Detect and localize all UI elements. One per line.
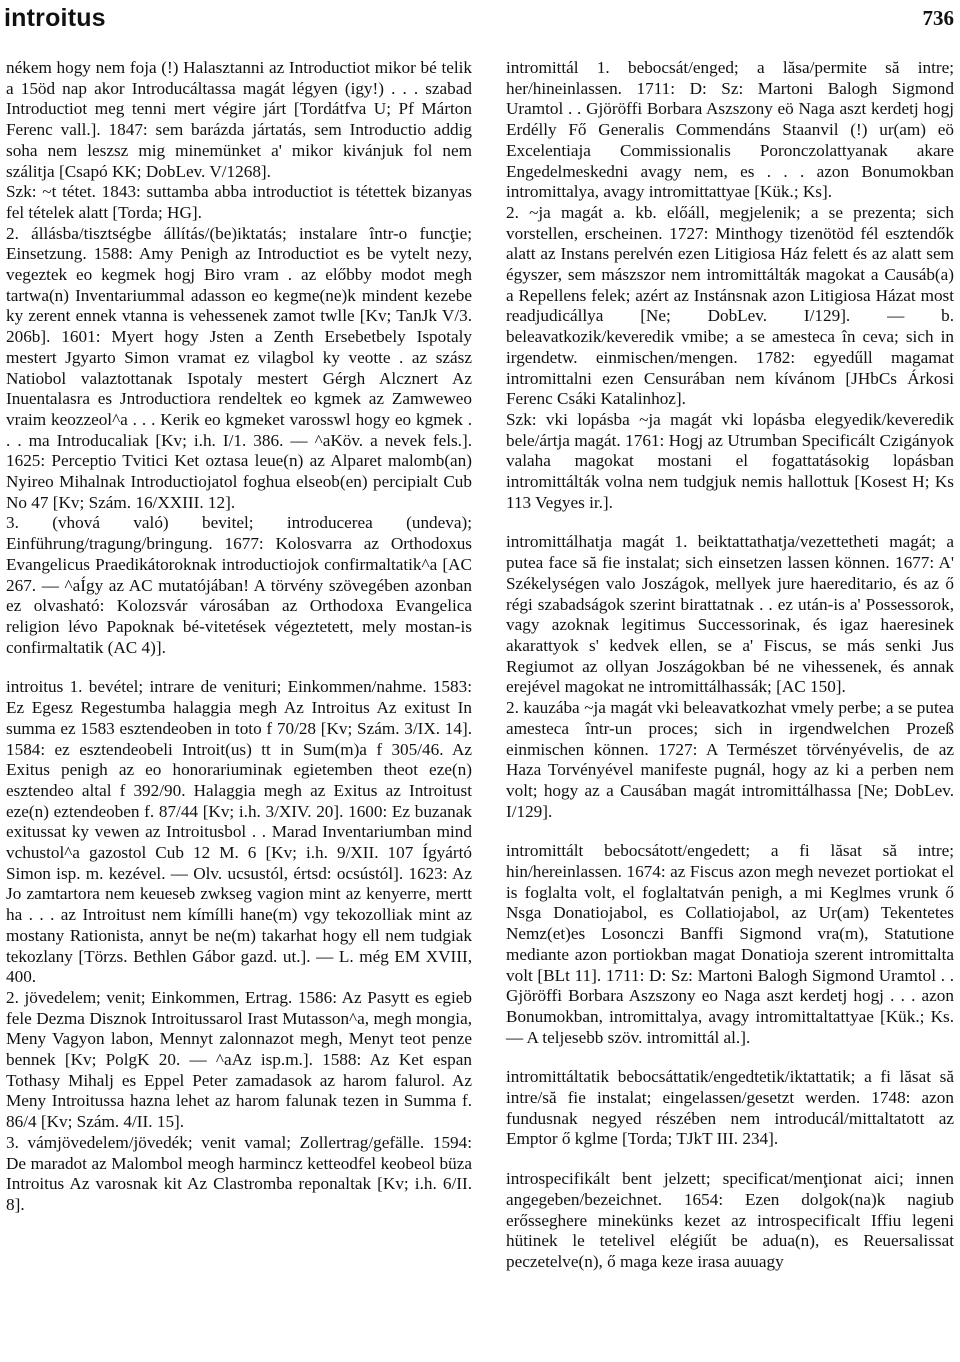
entry-paragraph: 3. vámjövedelem/jövedék; venit vamal; Zollertrag/gefälle. 1594: De maradot az Malombol meogh harmincz ketteodfel keobeol büza Introitus Az varosnak kit Az Clastromba reponaltak [Kv; i.h. 6/II. 8]. <box>6 1132 472 1214</box>
running-head <box>0 0 960 40</box>
entry-gap <box>506 1048 954 1067</box>
entry-paragraph: 2. állásba/tisztségbe állítás/(be)iktatás; instalare într-o funcţie; Einsetzung. 1588: Amy Penigh az Introductiot es be vytelt nezy, vegeztek eo kegmek hogj Biro vram . az előbby modot megh tartwa(n) Inventariummal adasson eo kegme(ne)k mindent kezebe ky zerent ennek vtanna is vehessenek zamot twlle [Kv; TanJk V/3. 206b]. 1601: Myert hogy Jsten a Zenth Ersebetbely Ispotaly mestert Jgyarto Simon vramat ez vilagbol ky veotte . az szász Natiobol valaztottanak Ispotaly mestert Gérgh Alcznert Az Inuentalasra es Jntroductiora rendeltek eo kgmek az Zamweweo vraim keozzeol^a . . . Kerik eo kgmeket varosswl hogy eo kgmek . . . ma Introducaliak [Kv; i.h. I/1. 386. — ^aKöv. a nevek fels.]. 1625: Perceptio Tvitici Ket oztasa leue(n) az Alparet malomb(an) Nyireo Mihalnak Introductiojatol foghua elseob(en) percipialt Cub No 47 [Kv; Szám. 16/XXIII. 12]. <box>6 223 472 512</box>
entry-paragraph: 2. jövedelem; venit; Einkommen, Ertrag. 1586: Az Pasytt es egieb fele Dezma Disznok Introitussarol Irast Mutasson^a, megh mongia, Meny Vagyon labon, Mennyt zalonnazot megh, Menyt teot penze bennek [Kv; PolgK 20. — ^aAz isp.m.]. 1588: Az Ket espan Tothasy Mihalj es Eppel Peter zamadasok az harom falurol. Az Meny Introitussa hazna lehet az harom falunak tezen in Summa f. 86/4 [Kv; Szám. 4/II. 15]. <box>6 987 472 1132</box>
entry-paragraph: Szk: ~t tétet. 1843: suttamba abba introductiot is tétettek bizanyas fel tételek alatt [Torda; HG]. <box>6 182 472 222</box>
entry-gap <box>506 822 954 841</box>
entry-paragraph: 2. ~ja magát a. kb. előáll, megjelenik; a se prezenta; sich vorstellen, erscheinen. 1727: Minthogy tizenötöd fél esztendők alatt az Instans perelvén ezen Litigiosa Ház felett és az alatt sem égyszer, sem mászszor nem intromittálták magokat a Causáb(a) a Repellens felek; azért az Instánsnak azon Litigiosa Házat most readjudicállya [Ne; DobLev. I/129]. — b. beleavatkozik/keveredik vmibe; a se amesteca în ceva; sich in irgendetw. einmischen/mengen. 1782: egyedűll magamat intromittalni ezen Censurában nem kívánom [JHbCs Árkosi Ferenc Csáki Katalinhoz]. <box>506 202 954 409</box>
left-column <box>6 58 472 1216</box>
entry-paragraph: 2. kauzába ~ja magát vki beleavatkozhat vmely perbe; a se putea amesteca într-un proces; sich in irgendwelchen Prozeß einmischen können. 1727: A Természet törvényévelis, de az Haza Torvényével manifeste pugnál, hogy az ki a perben nem volt; hogy az a Causában magát intromittálhassa [Ne; DobLev. I/129]. <box>506 698 954 821</box>
entry-paragraph: 3. (vhová való) bevitel; introducerea (undeva); Einführung/tragung/bringung. 1677: Kolosvarra az Orthodoxus Evangelicus Praedikátoroknak introductiojok confirmaltatik^a [AC 267. — ^aÍgy az AC mutatójában! A törvény szövegében azonban ez olvasható: Kolozsvár városában az Orthodoxa Evangelica religion lévo Papoknak bé-vitetések végeztetett, mely mostan-is confirmaltatik (AC 4)]. <box>6 513 472 657</box>
entry-paragraph: intromittáltatik bebocsáttatik/engedtetik/iktattatik; a fi lăsat să intre/să fie instalat; eingelassen/gesetzt werden. 1748: azon fundusnak negyed részében nem introducál/mittaltatott az Emptor ő kglme [Torda; TJkT III. 234]. <box>506 1067 954 1149</box>
entry-gap <box>6 658 472 677</box>
right-column <box>506 58 954 1273</box>
page-number: 736 <box>922 6 954 30</box>
entry-paragraph: nékem hogy nem foja (!) Halasztanni az Introductiot mikor bé telik a 15öd nap akor Introducáltassa magát légyen (igy!) . . . szabad Introductiot meg tenni mert végire járt [Tordátfva U; Pf Márton Ferenc vall.]. 1847: sem barázda jártatás, sem Introductio addig soha nem leszsz mig minemünket a' mikor kivánjuk fol nem szálitja [Csapó KK; DobLev. V/1268]. <box>6 58 472 181</box>
entry-paragraph: intromittál 1. bebocsát/enged; a lăsa/permite să intre; her/hineinlassen. 1711: D: Sz: Martoni Balogh Sigmond Uramtol . . Gjöröffi Borbara Aszszony eö Naga aszt kerdetj hogj Erdélly Fő Generalis Commendáns Staanvil (!) ur(am) eö Excelentiaja Commissionalis Poronczolattyanak akare Engedelmeskedni avagy nem, es . . . azon Bonumokban intromittalya, avagy intromittattyae [Kük.; Ks]. <box>506 58 954 202</box>
running-headword: introitus <box>4 4 106 32</box>
entry-paragraph: intromittált bebocsátott/engedett; a fi lăsat să intre; hin/hereinlassen. 1674: az Fiscus azon megh nevezet portiokat el is foglalta volt, el foglaltatván penigh, a mi Keglmes vrunk ő Nsga Donatiojabol, es Collatiojabol, az Ur(am) Tekentetes Nemz(et)es Losonczi Banffi Sigmond vra(m), Statutione mediante azon portiokban magat Donatioja szerent intromittalta volt [BLt 11]. 1711: D: Sz: Martoni Balogh Sigmond Uramtol . . Gjöröffi Borbara Aszszony eo Naga aszt kerdetj hogj . . . azon Bonumokban, intromittalya, avagy intromittaltattyae [Kük.; Ks. — A teljesebb szöv. intromittál al.]. <box>506 841 954 1047</box>
entry-gap <box>506 513 954 532</box>
entry-paragraph: introspecifikált bent jelzett; specificat/menţionat aici; innen angegeben/bezeichnet. 1654: Ezen dolgok(na)k nagiub erősseghere minekünks kezet az introspecificalt Iffiu legeni hütinek le tetelivel elégiűt be adua(n), es Reuersalissat peczetelve(n), ő maga keze irasa auuagy <box>506 1169 954 1271</box>
entry-gap <box>506 1150 954 1169</box>
entry-paragraph: Szk: vki lopásba ~ja magát vki lopásba elegyedik/keveredik bele/ártja magát. 1761: Hogj az Utrumban Specificált Czigányok valaha magokat mostani el fogattatásokig lopásban intromittálták volna nem tudgjuk nemis hallottuk [Kosest H; Ks 113 Vegyes ir.]. <box>506 409 954 512</box>
entry-paragraph: intromittálhatja magát 1. beiktattathatja/vezettetheti magát; a putea face să fie instalat; sich einsetzen lassen können. 1677: A' Székelységen valo Joszágok, mellyek jure haereditario, és az ő régi szabadságok szerint birattatnak . . ez után-is a' Possessorok, vagy azoknak legitimus Successorinak, és igaz haeresinek akarattyok s' kedvek ellen, se a' Fiscus, se más senki Jus Regiumot az ollyan Joszágokban bé ne vihessenek, és annak erejével magokat ne intromittálhassák; [AC 150]. <box>506 532 954 697</box>
entry-paragraph: introitus 1. bevétel; intrare de venituri; Einkommen/nahme. 1583: Ez Egesz Regestumba halaggia megh Az Introitus Az exitust In summa ez 1583 esztendeoben in toto f 70/28 [Kv; Szám. 3/IX. 14]. 1584: ez esztendeobeli Introit(us) tt in Sum(m)a f 305/46. Az Exitus penigh az eo honorariuminak egietemben theot eze(n) esztendeo altal f 392/90. Halaggia megh az Exitus az Introitust eze(n) eztendeoben f. 87/44 [Kv; i.h. 3/XIV. 20]. 1600: Ez buzanak exitussat ky vewen az Introitusbol . . Marad Inventariumban mind vchustol^a gazostol Cub 12 M. 6 [Kv; i.h. 9/XII. 107 Ígyártó Simon isp. m. kezével. — Olv. ucsustól, értsd: ocsústól]. 1623: Az Jo zamtartora nem keueseb zwkseg vagion mint az kenyerre, mertt ha . . . az Introitust nem kímílli hane(m) vgy tekozolliak mint az mostany Rationista, annyt be ne(m) takarhat hogy ell nem tudgiak tekozlany [Törzs. Bethlen Gábor gazd. ut.]. — L. még EM XVIII, 400. <box>6 677 472 987</box>
